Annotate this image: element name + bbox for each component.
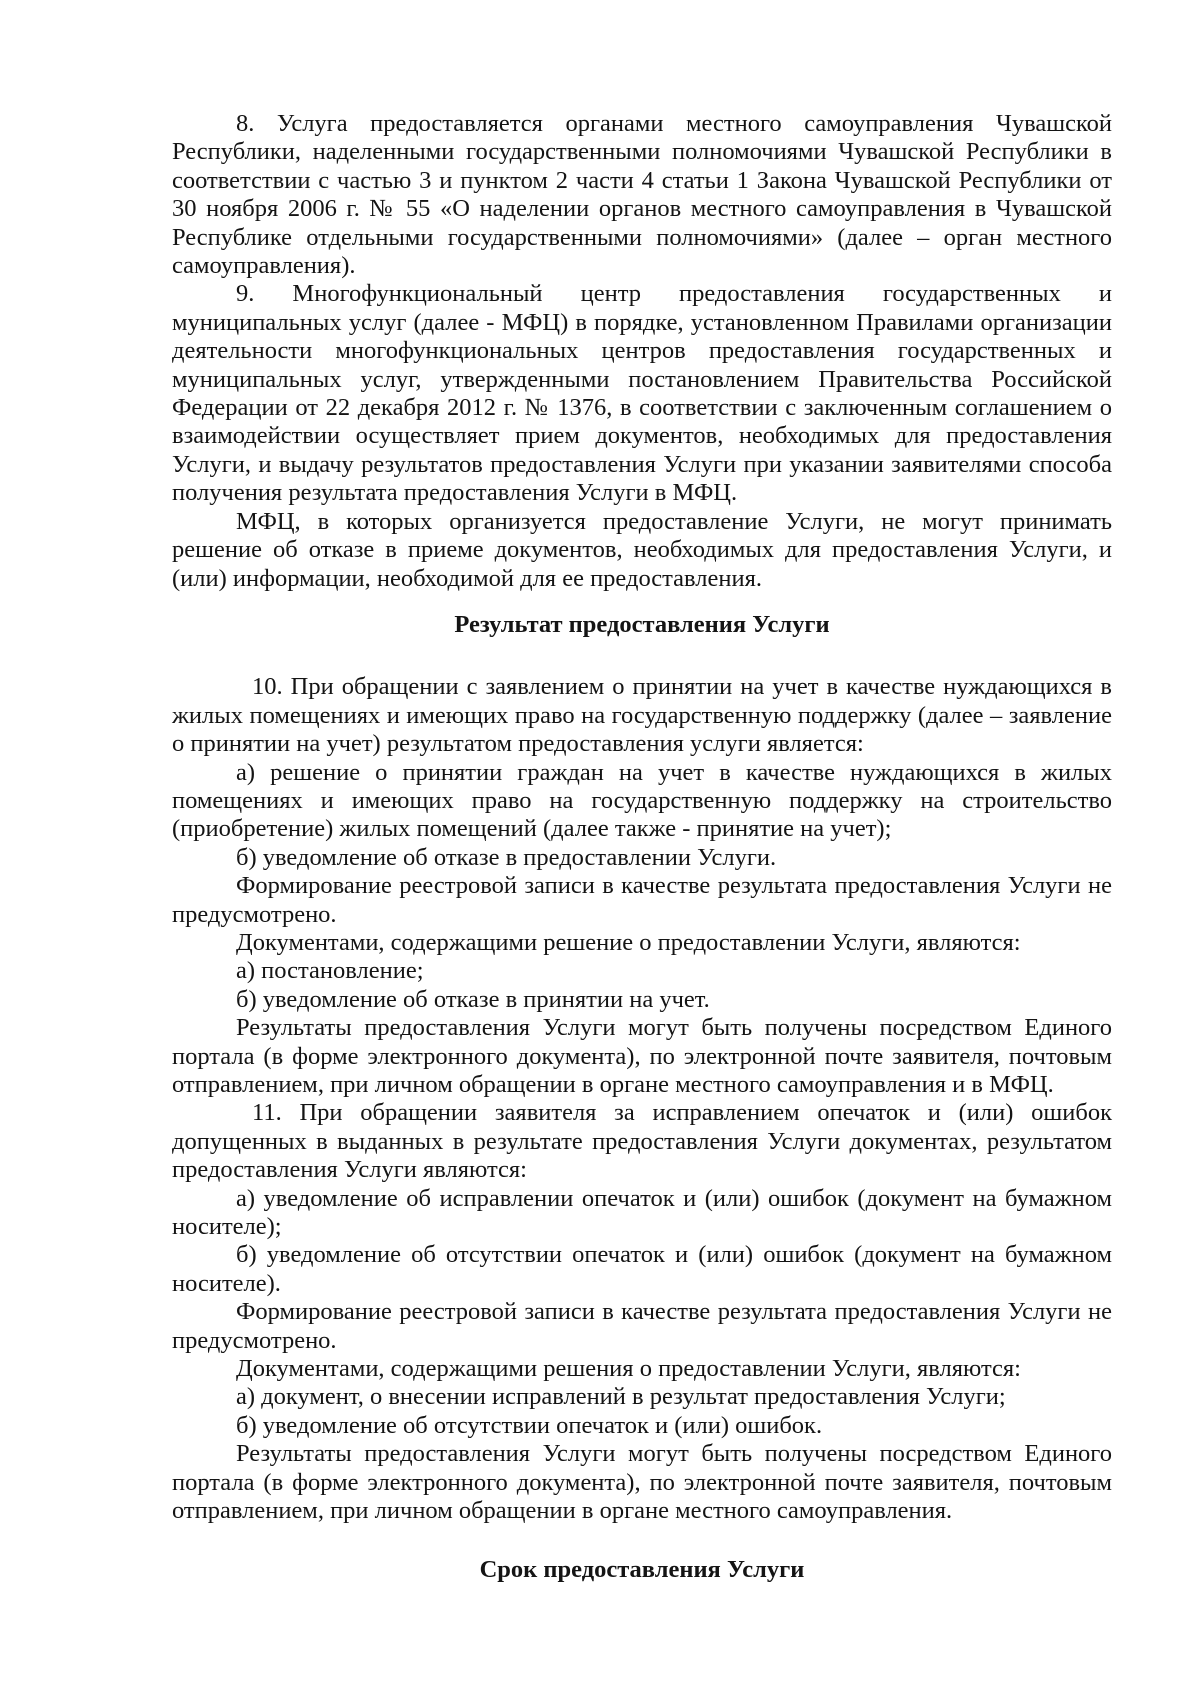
paragraph-11-doc-a: а) документ, о внесении исправлений в результат предоставления Услуги; <box>236 1383 1006 1411</box>
paragraph-10-doc-b: б) уведомление об отказе в принятии на учет. <box>236 985 710 1013</box>
paragraph-11: 11. При обращении заявителя за исправлением опечаток и (или) ошибок допущенных в выданных в результате предоставления Услуги документах, результатом предоставления Услуги являются: <box>172 1099 1112 1184</box>
paragraph-10-b: б) уведомление об отказе в предоставлении Услуги. <box>236 843 777 871</box>
section-heading-result: Результат предоставления Услуги <box>454 610 830 638</box>
paragraph-10-a: а) решение о принятии граждан на учет в качестве нуждающихся в жилых помещениях и имеющих право на государственную поддержку на строительство (приобретение) жилых помещений (далее также - принятие на учет); <box>172 758 1112 843</box>
paragraph-8: 8. Услуга предоставляется органами местного самоуправления Чувашской Республики, наделенными государственными полномочиями Чувашской Республики в соответствии с частью 3 и пунктом 2 части 4 статьи 1 Закона Чувашской Республики от 30 ноября 2006 г. № 55 «О наделении органов местного самоуправления в Чувашской Республике отдельными государственными полномочиями» (далее – орган местного самоуправления). <box>172 110 1112 280</box>
paragraph-11-doc-b: б) уведомление об отсутствии опечаток и (или) ошибок. <box>236 1411 823 1439</box>
paragraph-10-registry: Формирование реестровой записи в качестве результата предоставления Услуги не предусмотрено. <box>172 872 1112 928</box>
paragraph-10: 10. При обращении с заявлением о принятии на учет в качестве нуждающихся в жилых помещениях и имеющих право на государственную поддержку (далее – заявление о принятии на учет) результатом предоставления услуги является: <box>172 673 1112 758</box>
paragraph-11-delivery: Результаты предоставления Услуги могут быть получены посредством Единого портала (в форме электронного документа), по электронной почте заявителя, почтовым отправлением, при личном обращении в органе местного самоуправления. <box>172 1440 1112 1525</box>
paragraph-9: 9. Многофункциональный центр предоставления государственных и муниципальных услуг (далее - МФЦ) в порядке, установленном Правилами организации деятельности многофункциональных центров предоставления государственных и муниципальных услуг, утвержденными постановлением Правительства Российской Федерации от 22 декабря 2012 г. № 1376, в соответствии с заключенным соглашением о взаимодействии осуществляет прием документов, необходимых для предоставления Услуги, и выдачу результатов предоставления Услуги при указании заявителями способа получения результата предоставления Услуги в МФЦ. <box>172 280 1112 507</box>
document-page <box>172 110 1112 1584</box>
paragraph-11-a: а) уведомление об исправлении опечаток и (или) ошибок (документ на бумажном носителе); <box>172 1184 1112 1241</box>
paragraph-9-mfc: МФЦ, в которых организуется предоставление Услуги, не могут принимать решение об отказе в приеме документов, необходимых для предоставления Услуги, и (или) информации, необходимой для ее предоставления. <box>172 507 1112 592</box>
paragraph-11-documents: Документами, содержащими решения о предоставлении Услуги, являются: <box>236 1355 1021 1383</box>
paragraph-11-registry: Формирование реестровой записи в качестве результата предоставления Услуги не предусмотрено. <box>172 1298 1112 1354</box>
section-heading-term: Срок предоставления Услуги <box>479 1555 805 1583</box>
paragraph-10-delivery: Результаты предоставления Услуги могут быть получены посредством Единого портала (в форме электронного документа), по электронной почте заявителя, почтовым отправлением, при личном обращении в органе местного самоуправления и в МФЦ. <box>172 1014 1112 1098</box>
paragraph-11-b: б) уведомление об отсутствии опечаток и (или) ошибок (документ на бумажном носителе). <box>172 1241 1112 1297</box>
paragraph-10-documents: Документами, содержащими решение о предоставлении Услуги, являются: <box>236 928 1021 956</box>
paragraph-10-doc-a: а) постановление; <box>236 957 424 985</box>
